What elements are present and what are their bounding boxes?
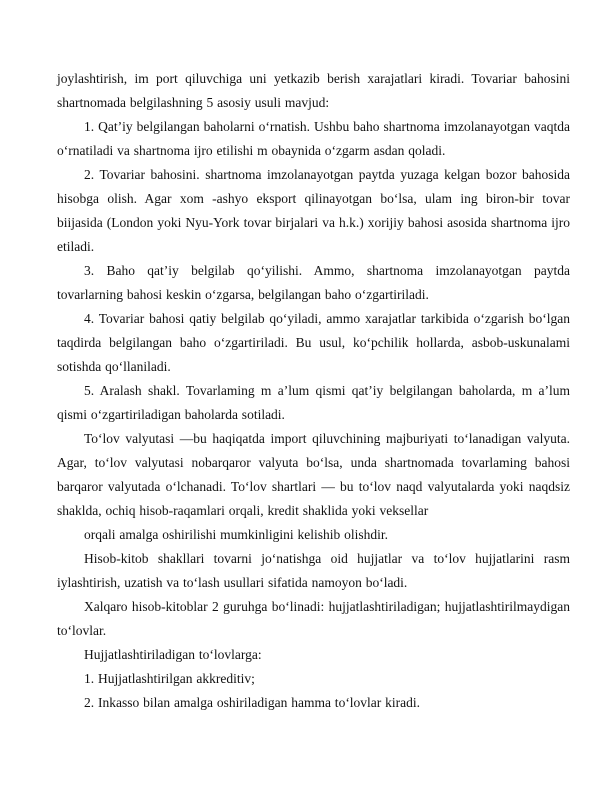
paragraph-method-4: 4. Tovariar bahosi qatiy belgilab qo‘yiladi, ammo xarajatlar tarkibida o‘zgarish bo‘lgan taqdirda belgilangan baho o‘zgartiriladi. Bu usul, ko‘pchilik hollarda, asbob-uskunalami sotishda qo‘llaniladi. xyxy=(57,311,570,374)
paragraph-method-5: 5. Aralash shakl. Tovarlaming m a’lum qismi qat’iy belgilangan baholarda, m a’lum qismi o‘zgartiriladigan baholarda sotiladi. xyxy=(57,383,570,422)
paragraph-documented-payments-heading: Hujjatlashtiriladigan to‘lovlarga: xyxy=(84,647,262,662)
list-item-documented-1: 1. Hujjatlashtirilgan akkreditiv; xyxy=(84,671,255,686)
paragraph-settlement-groups: Xalqaro hisob-kitoblar 2 guruhga bo‘linadi: hujjatlashtiriladigan; hujjatlashtirilmaydigan to‘lovlar. xyxy=(57,599,570,638)
paragraph-method-2: 2. Tovariar bahosini. shartnoma imzolanayotgan paytda yuzaga kelgan bozor bahosida hisobga olish. Agar xom -ashyo eksport qilinayotgan bo‘lsa, ulam ing biron-bir tovar biijasida (London yoki Nyu-York tovar birjalari va h.k.) xorijiy bahosi asosida shartnoma ijro etiladi. xyxy=(57,167,570,254)
paragraph-payment-continuation: orqali amalga oshirilishi mumkinligini kelishib olishdir. xyxy=(84,527,388,542)
list-item-documented-2: 2. Inkasso bilan amalga oshiriladigan hamma to‘lovlar kiradi. xyxy=(84,695,421,710)
page-text-content xyxy=(57,67,570,715)
paragraph-method-1: 1. Qat’iy belgilangan baholarni o‘rnatish. Ushbu baho shartnoma imzolanayotgan vaqtda o‘rnatiladi va shartnoma ijro etilishi m obaynida o‘zgarm asdan qoladi. xyxy=(57,119,570,158)
paragraph-settlement-forms: Hisob-kitob shakllari tovarni jo‘natishga oid hujjatlar va to‘lov hujjatlarini rasm iylashtirish, uzatish va to‘lash usullari sifatida namoyon bo‘ladi. xyxy=(57,551,570,590)
paragraph-method-3: 3. Baho qat’iy belgilab qo‘yilishi. Ammo, shartnoma imzolanayotgan paytda tovarlarning bahosi keskin o‘zgarsa, belgilangan baho o‘zgartiriladi. xyxy=(57,263,570,302)
paragraph-payment-currency: To‘lov valyutasi —bu haqiqatda import qiluvchining majburiyati to‘lanadigan valyuta. Agar, to‘lov valyutasi nobarqaror valyuta bo‘lsa, unda shartnomada tovarlaming bahosi barqaror valyutada o‘lchanadi. To‘lov shartlari — bu to‘lov naqd valyutalarda yoki naqdsiz shaklda, ochiq hisob-raqamlari orqali, kredit shaklida yoki veksellar xyxy=(57,431,570,518)
paragraph-intro-continuation: joylashtirish, im port qiluvchiga uni yetkazib berish xarajatlari kiradi. Tovariar bahosini shartnomada belgilashning 5 asosiy usuli mavjud: xyxy=(57,71,570,110)
